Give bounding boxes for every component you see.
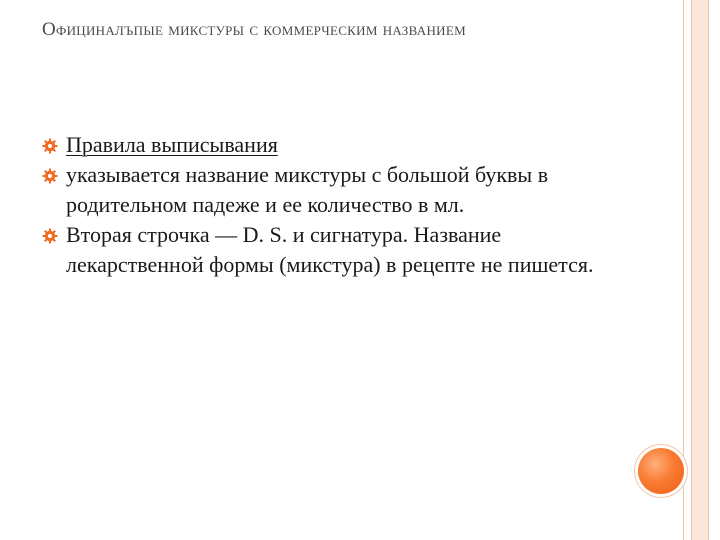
frame-line [691, 0, 692, 540]
gear-icon [42, 228, 58, 244]
bullet-text: Правила выписывания [66, 132, 278, 157]
bullet-list [42, 130, 642, 280]
frame-line [683, 0, 684, 540]
bullet-item [42, 130, 642, 160]
bullet-item [42, 220, 642, 280]
frame-line [708, 0, 709, 540]
gear-icon [42, 168, 58, 184]
decorative-orb [638, 448, 684, 494]
bullet-item [42, 160, 642, 220]
bullet-text: указывается название микстуры с большой буквы в родительном падеже и ее количество в мл. [66, 162, 549, 217]
frame-band [692, 0, 708, 540]
slide-title: Официналъпые микстуры с коммерческим названием [42, 19, 466, 40]
gear-icon [42, 138, 58, 154]
bullet-text: Вторая строчка — D. S. и сигнатура. Название лекарственной формы (микстура) в рецепте не пишется. [66, 222, 594, 277]
